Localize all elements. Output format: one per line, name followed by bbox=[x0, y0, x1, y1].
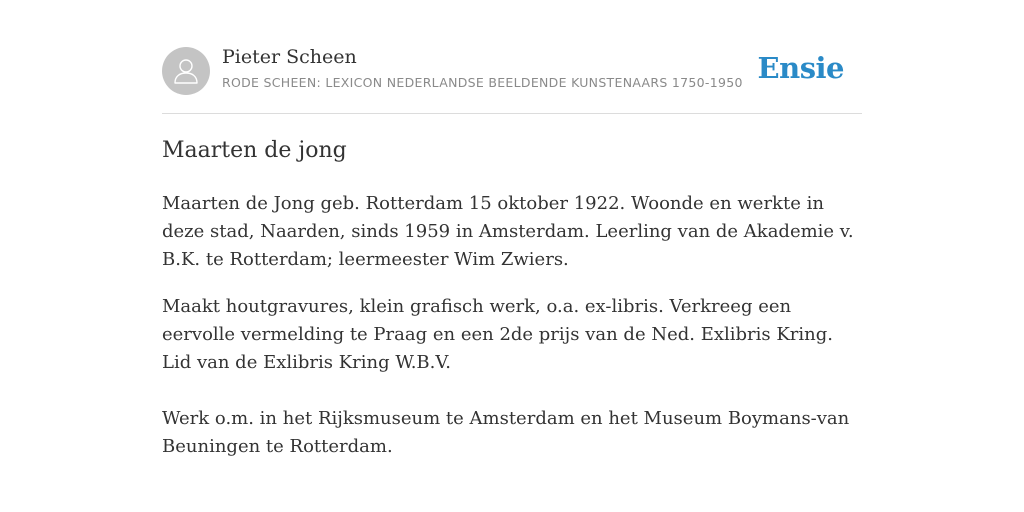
user-avatar-icon[interactable] bbox=[162, 47, 210, 95]
entry-paragraph: Maarten de Jong geb. Rotterdam 15 oktober 1922. Woonde en werkte in deze stad, Naarden, sinds 1959 in Amsterdam. Leerling van de Akademie v. B.K. te Rotterdam; leermeester Wim Zwiers. bbox=[162, 193, 854, 270]
ensie-logo[interactable]: Ensie bbox=[757, 51, 844, 85]
author-name[interactable]: Pieter Scheen bbox=[222, 46, 357, 68]
source-title[interactable]: RODE SCHEEN: LEXICON NEDERLANDSE BEELDENDE KUNSTENAARS 1750-1950 bbox=[222, 75, 743, 90]
entry-body bbox=[162, 190, 862, 461]
entry-header bbox=[162, 46, 862, 114]
user-silhouette-icon bbox=[172, 56, 200, 86]
entry-paragraph: Werk o.m. in het Rijksmuseum te Amsterdam en het Museum Boymans-van Beuningen te Rotterdam. bbox=[162, 408, 850, 457]
entry-paragraph: Maakt houtgravures, klein grafisch werk, o.a. ex-libris. Verkreeg een eervolle vermelding te Praag en een 2de prijs van de Ned. Exlibris Kring. Lid van de Exlibris Kring W.B.V. bbox=[162, 296, 833, 373]
entry-title: Maarten de jong bbox=[162, 138, 347, 163]
